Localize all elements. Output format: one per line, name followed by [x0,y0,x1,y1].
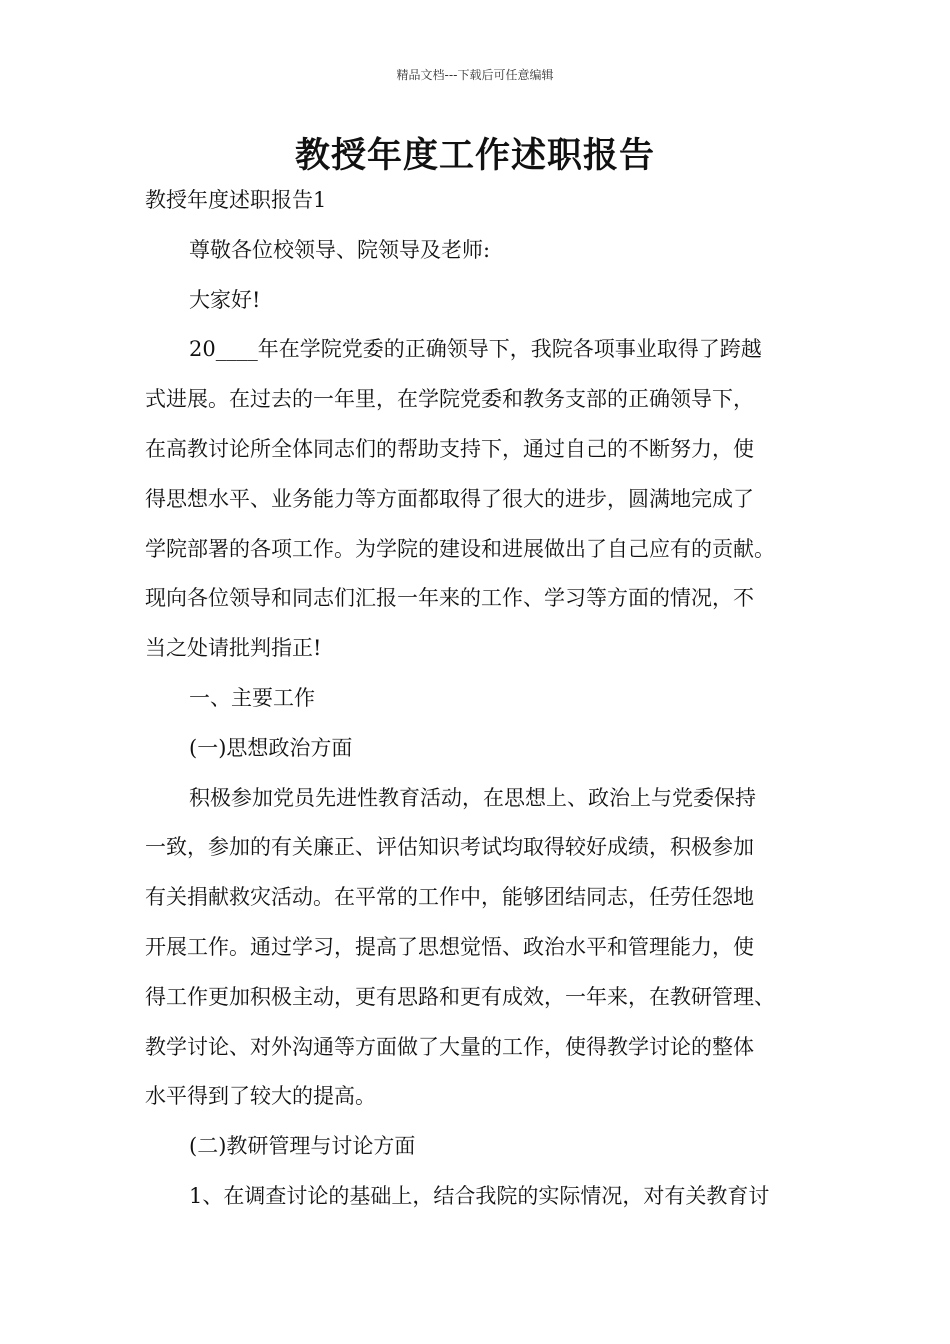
text-line: 现向各位领导和同志们汇报一年来的工作、学习等方面的情况，不 [145,586,754,611]
text-line: 式进展。在过去的一年里，在学院党委和教务支部的正确领导下， [145,387,754,412]
text-line: 得工作更加积极主动，更有思路和更有成效，一年来，在教研管理、 [145,984,775,1009]
text-line: 大家好! [189,287,261,312]
text-line: 得思想水平、业务能力等方面都取得了很大的进步，圆满地完成了 [145,486,754,511]
text-line: 学院部署的各项工作。为学院的建设和进展做出了自己应有的贡献。 [145,536,775,561]
text-line: 在高教讨论所全体同志们的帮助支持下，通过自己的不断努力，使 [145,436,754,461]
text-line: (一)思想政治方面 [189,735,353,760]
document-title: 教授年度工作述职报告 [294,136,655,176]
text-line: 20____年在学院党委的正确领导下，我院各项事业取得了跨越 [189,337,762,362]
text-line: 1、在调查讨论的基础上，结合我院的实际情况，对有关教育讨 [189,1183,770,1208]
text-line: 尊敬各位校领导、院领导及老师: [189,237,491,262]
text-line: 教授年度述职报告1 [145,188,327,212]
text-line: 教学讨论、对外沟通等方面做了大量的工作，使得教学讨论的整体 [145,1034,754,1059]
header-note: 精品文档---下载后可任意编辑 [396,68,554,82]
text-line: 有关捐献救灾活动。在平常的工作中，能够团结同志，任劳任怨地 [145,885,754,910]
text-line: 当之处请批判指正! [145,636,322,661]
text-line: 开展工作。通过学习，提高了思想觉悟、政治水平和管理能力，使 [145,934,754,959]
text-line: 一致，参加的有关廉正、评估知识考试均取得较好成绩，积极参加 [145,835,754,860]
document-body [145,182,835,1228]
text-line: (二)教研管理与讨论方面 [189,1134,416,1159]
text-line: 积极参加党员先进性教育活动，在思想上、政治上与党委保持 [189,785,756,810]
text-line: 水平得到了较大的提高。 [145,1084,376,1109]
text-line: 一、主要工作 [189,685,315,710]
